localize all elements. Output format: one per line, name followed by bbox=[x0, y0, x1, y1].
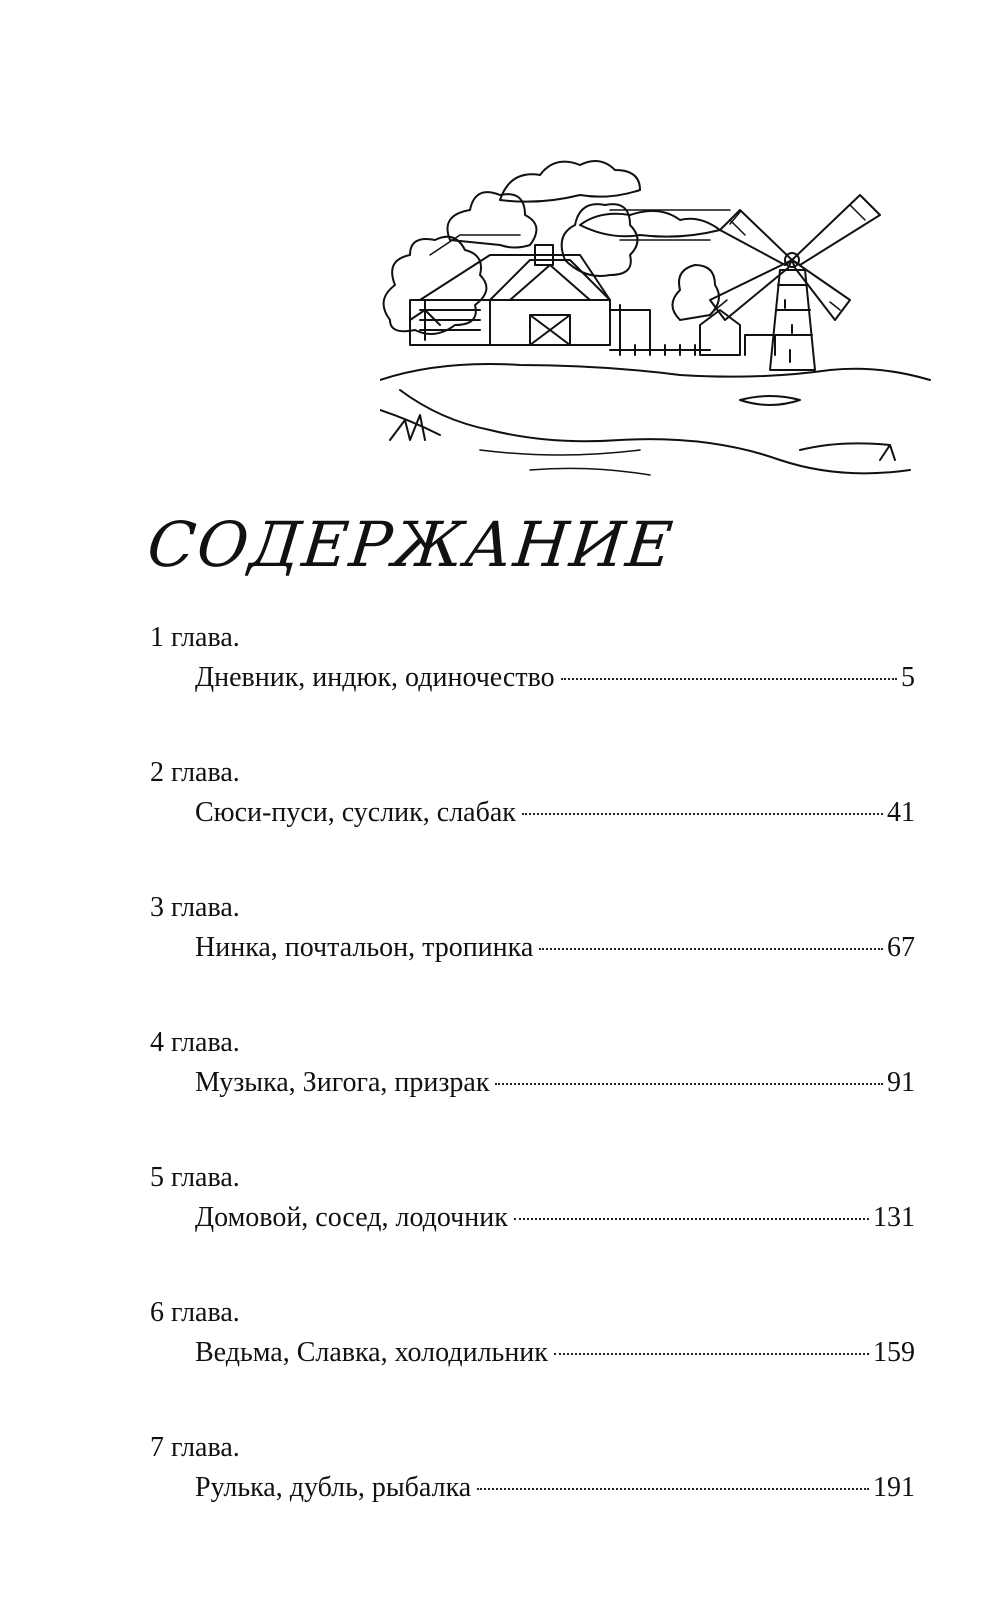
toc-entry-line bbox=[195, 660, 915, 696]
toc-entry-line bbox=[195, 930, 915, 966]
cloud-shape bbox=[580, 211, 720, 237]
chapter-label: 5 глава. bbox=[150, 1162, 240, 1193]
toc-entry[interactable] bbox=[150, 1295, 915, 1430]
page-number: 131 bbox=[873, 1202, 915, 1233]
chapter-label: 1 глава. bbox=[150, 622, 240, 653]
chapter-label: 3 глава. bbox=[150, 892, 240, 923]
page-number: 5 bbox=[901, 662, 915, 693]
farm-windmill-illustration bbox=[380, 150, 940, 480]
tree-shape bbox=[673, 265, 720, 320]
toc-entry[interactable] bbox=[150, 890, 915, 1025]
page-number: 67 bbox=[887, 932, 915, 963]
toc-entry[interactable] bbox=[150, 620, 915, 755]
ground-shape bbox=[380, 364, 930, 380]
dot-leader bbox=[522, 813, 883, 815]
dot-leader bbox=[514, 1218, 869, 1220]
chapter-title: Ведьма, Славка, холодильник bbox=[195, 1337, 548, 1368]
toc-entry[interactable] bbox=[150, 1430, 915, 1565]
house-shape bbox=[700, 310, 775, 355]
chapter-label: 2 глава. bbox=[150, 757, 240, 788]
chapter-title: Нинка, почтальон, тропинка bbox=[195, 932, 534, 963]
toc-entry-line bbox=[195, 1335, 915, 1371]
toc-entry-line bbox=[195, 795, 915, 831]
table-of-contents bbox=[150, 620, 915, 1565]
page-number: 91 bbox=[887, 1067, 915, 1098]
chapter-label: 6 глава. bbox=[150, 1297, 240, 1328]
dot-leader bbox=[554, 1353, 869, 1355]
toc-entry-line bbox=[195, 1065, 915, 1101]
page-number: 41 bbox=[887, 797, 915, 828]
chapter-title: Сюси-пуси, суслик, слабак bbox=[195, 797, 516, 828]
dot-leader bbox=[477, 1488, 869, 1490]
chapter-label: 7 глава. bbox=[150, 1432, 240, 1463]
windmill-blade bbox=[720, 210, 792, 265]
chapter-title: Рулька, дубль, рыбалка bbox=[195, 1472, 472, 1503]
cloud-shape bbox=[500, 161, 640, 202]
toc-entry[interactable] bbox=[150, 755, 915, 890]
chapter-title: Домовой, сосед, лодочник bbox=[195, 1202, 508, 1233]
dot-leader bbox=[561, 678, 897, 680]
page-number: 159 bbox=[873, 1337, 915, 1368]
toc-entry-line bbox=[195, 1200, 915, 1236]
barn-shape bbox=[410, 300, 490, 345]
page-title: СОДЕРЖАНИЕ bbox=[144, 508, 678, 581]
chapter-label: 4 глава. bbox=[150, 1027, 240, 1058]
toc-entry[interactable] bbox=[150, 1160, 915, 1295]
page-number: 191 bbox=[873, 1472, 915, 1503]
toc-entry-line bbox=[195, 1470, 915, 1506]
tree-shape bbox=[448, 192, 537, 247]
chapter-title: Музыка, Зигога, призрак bbox=[195, 1067, 490, 1098]
toc-entry[interactable] bbox=[150, 1025, 915, 1160]
dot-leader bbox=[539, 948, 883, 950]
windmill-blade bbox=[792, 195, 880, 265]
chapter-title: Дневник, индюк, одиночество bbox=[195, 662, 555, 693]
dot-leader bbox=[495, 1083, 883, 1085]
